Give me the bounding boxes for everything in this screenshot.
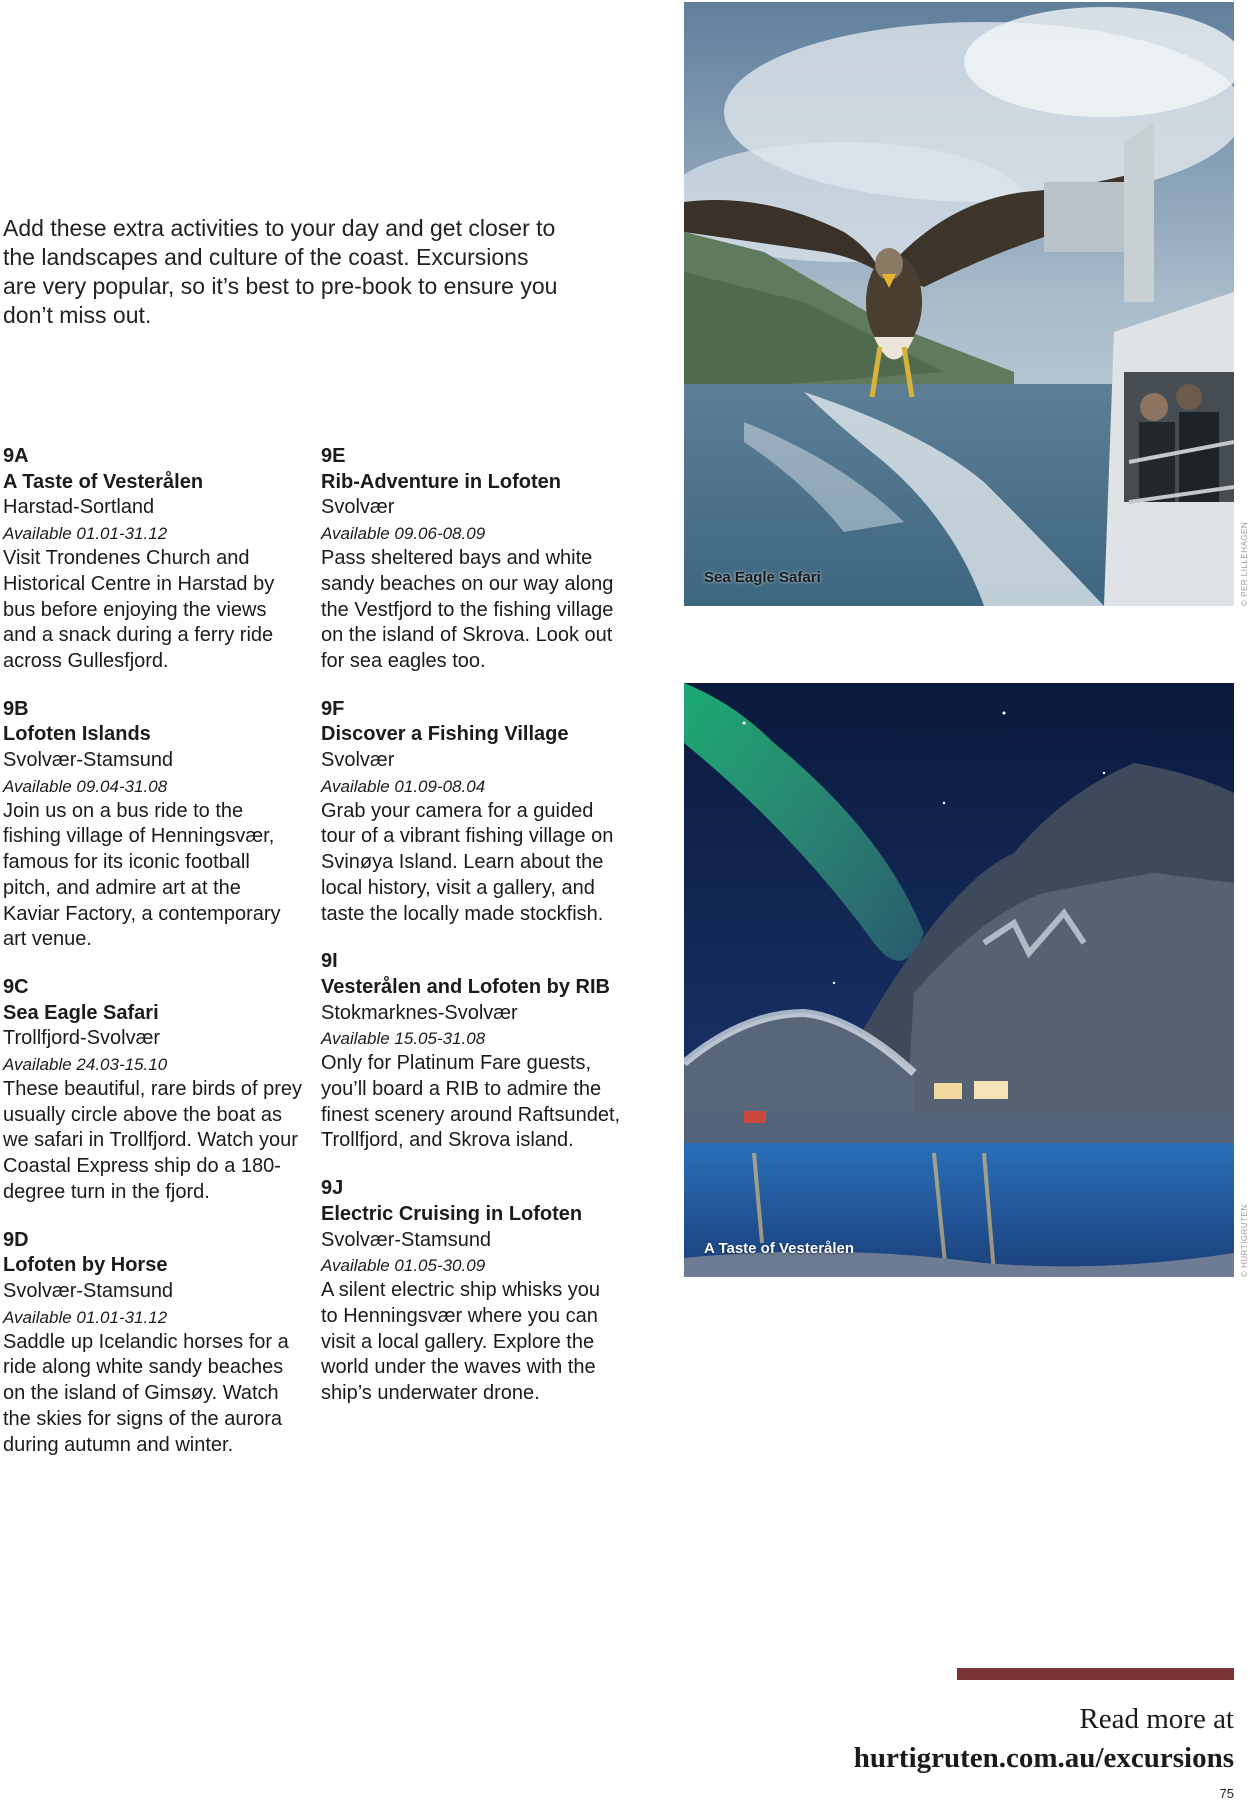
page-number: 75: [1219, 1786, 1234, 1801]
excursion-item: [321, 697, 621, 928]
excursion-code: 9F: [321, 697, 345, 720]
excursion-code: 9B: [3, 697, 29, 720]
excursion-title: Lofoten Islands: [3, 723, 151, 746]
photo-credit: © PER LILLEHAGEN: [1240, 521, 1249, 606]
excursion-code: 9E: [321, 445, 346, 467]
aurora-photo: [684, 683, 1234, 1277]
excursion-availability: Available 09.04-31.08: [3, 776, 168, 796]
excursion-description: These beautiful, rare birds of prey usually circle above the boat as we safari in Trollfjord. Watch your Coastal Express ship do a 180-degree turn in the fjord.: [3, 1078, 303, 1203]
excursion-code: 9C: [3, 975, 29, 998]
excursion-code: 9I: [321, 950, 338, 973]
read-more-label: Read more at: [1079, 1703, 1234, 1735]
intro-paragraph: Add these extra activities to your day and get closer to the landscapes and culture of the coast. Excursions are very popular, so it’s best to pre-book to ensure you don’t miss out.: [3, 215, 558, 328]
excursion-availability: Available 01.01-31.12: [3, 1307, 168, 1327]
excursion-item: [3, 975, 303, 1206]
excursion-item: [321, 444, 621, 675]
photo-caption: Sea Eagle Safari: [704, 569, 821, 586]
excursion-column-left: [3, 444, 303, 1480]
excursion-column-right: [321, 444, 621, 1429]
excursion-description: Visit Trondenes Church and Historical Centre in Harstad by bus before enjoying the views and a snack during a ferry ride across Gullesfjord.: [3, 547, 275, 672]
excursion-item: [3, 444, 303, 675]
excursion-description: Only for Platinum Fare guests, you’ll board a RIB to admire the finest scenery around Raftsundet, Trollfjord, and Skrova island.: [321, 1052, 621, 1152]
excursion-route: Svolvær-Stamsund: [3, 749, 174, 772]
photo-caption: A Taste of Vesterålen: [704, 1240, 855, 1257]
excursion-title: A Taste of Vesterålen: [3, 470, 204, 493]
excursion-description: A silent electric ship whisks you to Henningsvær where you can visit a local gallery. Explore the world under the waves with the ship’s underwater drone.: [321, 1279, 601, 1405]
excursion-availability: Available 01.01-31.12: [3, 524, 168, 544]
excursion-item: [3, 1228, 303, 1459]
excursion-route: Svolvær-Stamsund: [3, 1279, 174, 1302]
sea-eagle-photo: [684, 2, 1234, 606]
excursion-description: Pass sheltered bays and white sandy beaches on our way along the Vestfjord to the fishing village on the island of Skrova. Look out for sea eagles too.: [321, 547, 614, 672]
excursion-title: Lofoten by Horse: [3, 1254, 168, 1277]
excursion-route: Svolvær-Stamsund: [321, 1228, 492, 1251]
excursion-item: [321, 1176, 621, 1407]
excursion-availability: Available 01.05-30.09: [321, 1256, 486, 1276]
excursion-route: Harstad-Sortland: [3, 496, 155, 519]
excursion-code: 9A: [3, 445, 29, 467]
excursion-title: Electric Cruising in Lofoten: [321, 1202, 583, 1225]
excursion-availability: Available 24.03-15.10: [3, 1055, 168, 1075]
excursion-title: Discover a Fishing Village: [321, 723, 569, 746]
aurora-illustration: [684, 683, 1234, 1277]
excursion-description: Join us on a bus ride to the fishing village of Henningsvær, famous for its iconic football pitch, and admire art at the Kaviar Factory, a contemporary art venue.: [3, 799, 281, 951]
excursion-availability: Available 09.06-08.09: [321, 524, 486, 544]
excursion-route: Svolvær: [321, 496, 395, 519]
read-more-block: [854, 1700, 1234, 1778]
excursion-item: [321, 949, 621, 1154]
excursion-code: 9D: [3, 1228, 29, 1251]
excursion-title: Vesterålen and Lofoten by RIB: [321, 975, 610, 998]
excursion-availability: Available 01.09-08.04: [321, 776, 486, 796]
excursion-route: Svolvær: [321, 749, 395, 772]
excursion-title: Sea Eagle Safari: [3, 1001, 159, 1024]
excursion-description: Grab your camera for a guided tour of a vibrant fishing village on Svinøya Island. Learn about the local history, visit a gallery, and taste the locally made stockfish.: [321, 799, 614, 925]
sea-eagle-illustration: [684, 2, 1234, 606]
accent-bar: [957, 1668, 1234, 1680]
excursion-route: Trollfjord-Svolvær: [3, 1027, 161, 1050]
excursion-code: 9J: [321, 1177, 344, 1200]
excursion-item: [3, 697, 303, 953]
excursion-description: Saddle up Icelandic horses for a ride along white sandy beaches on the island of Gimsøy. Watch the skies for signs of the aurora during autumn and winter.: [3, 1330, 289, 1456]
excursion-availability: Available 15.05-31.08: [321, 1029, 486, 1049]
excursion-route: Stokmarknes-Svolvær: [321, 1001, 518, 1024]
excursion-title: Rib-Adventure in Lofoten: [321, 470, 561, 493]
excursions-link[interactable]: hurtigruten.com.au/excursions: [853, 1742, 1234, 1774]
photo-credit: © HURTIGRUTEN: [1240, 1204, 1249, 1277]
